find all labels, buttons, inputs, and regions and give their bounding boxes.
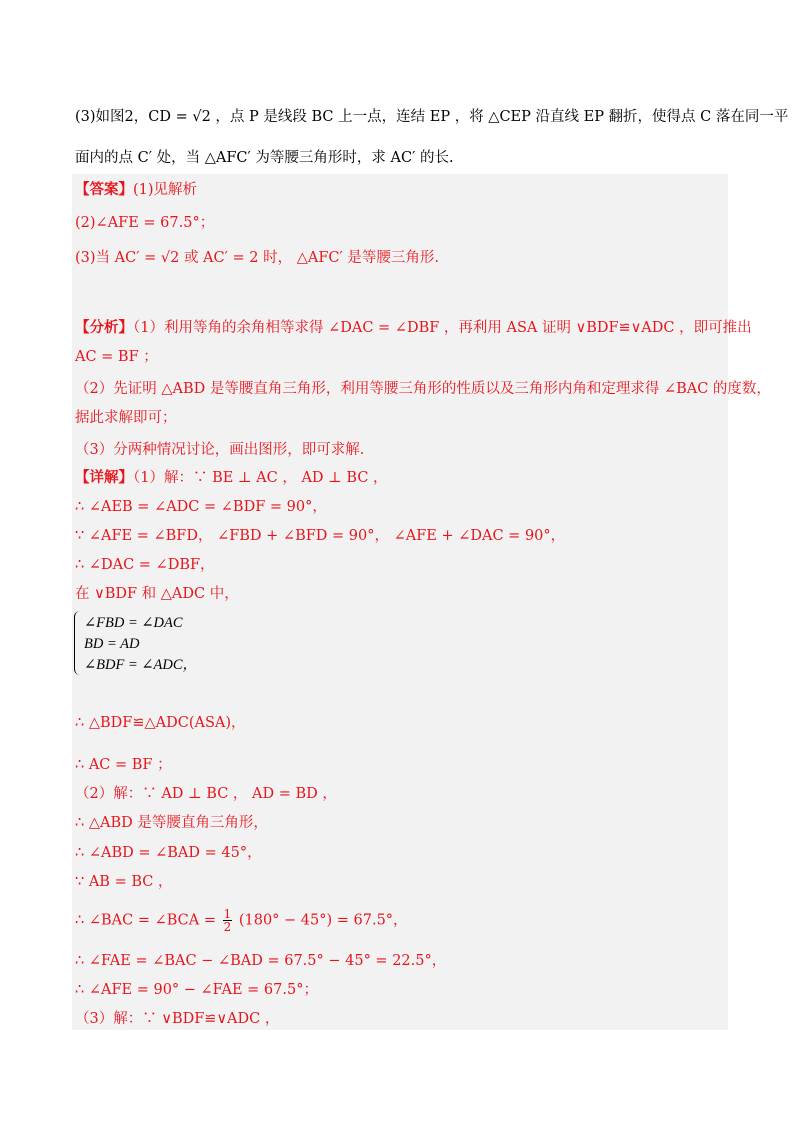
answer-label: 【答案】 [75, 181, 133, 198]
detail-text-4: ∴ ∠DAC = ∠DBF， [75, 557, 215, 573]
analysis-text-3: （2）先证明 △ABD 是等腰直角三角形，利用等腰三角形的性质以及三角形内角和定理求得 ∠BAC 的度数， [75, 381, 771, 397]
detail-text-15: （3）解：∵ ∨BDF≌∨ADC ， [75, 1011, 280, 1027]
detail-text-14: ∴ ∠AFE = 90° − ∠FAE = 67.5°； [75, 982, 318, 998]
detail-text-8: （2）解：∵ AD ⊥ BC ， AD = BD ， [75, 786, 337, 802]
fraction-denominator: 2 [223, 920, 232, 934]
detail-text-5: 在 ∨BDF 和 △ADC 中， [75, 586, 239, 602]
analysis-label: 【分析】 [75, 319, 133, 336]
detail-text-2: ∴ ∠AEB = ∠ADC = ∠BDF = 90°， [75, 499, 327, 515]
fraction-one-half [223, 908, 233, 933]
question-3-line-2: 面内的点 C′ 处，当 △AFC′ 为等腰三角形时，求 AC′ 的长. [75, 150, 454, 166]
analysis-text-1: （1）利用等角的余角相等求得 ∠DAC = ∠DBF ，再利用 ASA 证明 ∨BDF≌∨ADC ，即可推出 [133, 320, 752, 336]
answer-part-1: (1)见解析 [133, 182, 198, 198]
detail-text-10: ∴ ∠ABD = ∠BAD = 45°， [75, 845, 262, 861]
detail-text-12 [75, 908, 408, 933]
system-eq-1: ∠FBD = ∠DAC [84, 615, 183, 631]
equation-system-brace [74, 611, 83, 675]
analysis-text-5: （3）分两种情况讨论，画出图形，即可求解. [75, 442, 365, 458]
system-eq-2: BD = AD [84, 636, 140, 652]
analysis-line-1 [75, 318, 752, 338]
detail-text-1: （1）解：∵ BE ⊥ AC ， AD ⊥ BC ， [133, 470, 388, 486]
fraction-numerator: 1 [223, 907, 232, 921]
system-eq-3: ∠BDF = ∠ADC， [84, 657, 198, 673]
detail-text-6: ∴ △BDF≌△ADC(ASA)， [75, 715, 246, 731]
detail-text-12-right: (180° − 45°) = 67.5°， [238, 912, 408, 929]
detail-text-12-left: ∴ ∠BAC = ∠BCA = [75, 912, 216, 929]
answer-line-1 [75, 180, 197, 200]
detail-text-11: ∵ AB = BC ， [75, 874, 173, 890]
detail-text-7: ∴ AC = BF ； [75, 757, 172, 773]
question-3-line-1: (3)如图2，CD = √2 ，点 P 是线段 BC 上一点，连结 EP ，将 △CEP 沿直线 EP 翻折，使得点 C 落在同一平 [75, 109, 789, 125]
detail-text-3: ∵ ∠AFE = ∠BFD， ∠FBD + ∠BFD = 90°， ∠AFE + ∠DAC = 90°， [75, 528, 566, 544]
detail-label: 【详解】 [75, 469, 133, 486]
analysis-text-2: AC = BF ； [75, 349, 158, 365]
answer-part-2: (2)∠AFE = 67.5°； [75, 215, 215, 231]
answer-part-3: (3)当 AC′ = √2 或 AC′ = 2 时， △AFC′ 是等腰三角形. [75, 250, 440, 266]
detail-text-13: ∴ ∠FAE = ∠BAC − ∠BAD = 67.5° − 45° = 22.5°， [75, 953, 447, 969]
detail-text-9: ∴ △ABD 是等腰直角三角形， [75, 815, 268, 831]
analysis-text-4: 据此求解即可； [75, 410, 177, 426]
detail-line-1 [75, 468, 388, 488]
